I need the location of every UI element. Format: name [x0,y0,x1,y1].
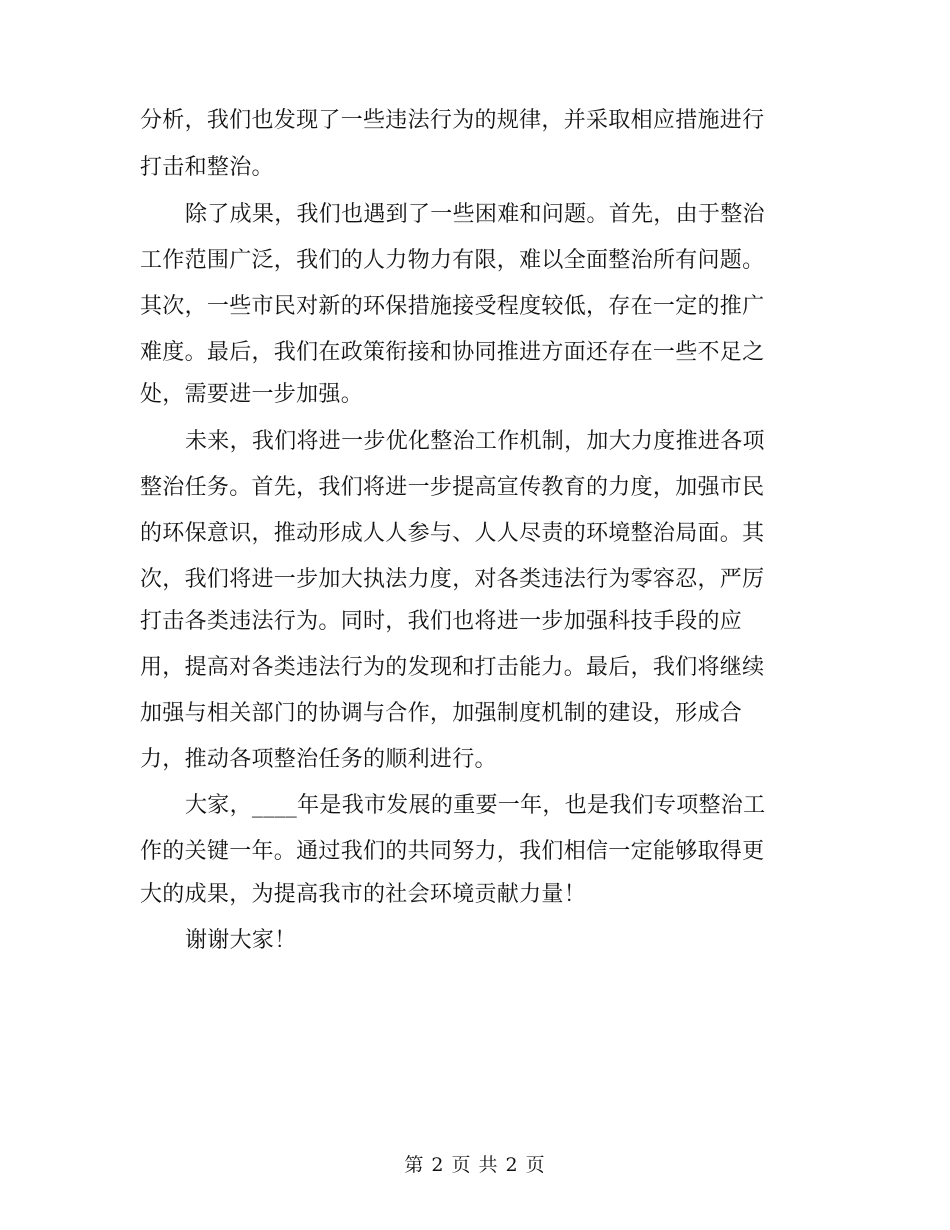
body-text-line: 其次，一些市民对新的环保措施接受程度较低，存在一定的推广 [140,294,765,319]
body-text-line: 难度。最后，我们在政策衔接和协同推进方面还存在一些不足之 [140,340,765,365]
body-text-line: 处，需要进一步加强。 [140,382,364,407]
body-text-line: 次，我们将进一步加大执法力度，对各类违法行为零容忍，严厉 [140,567,765,592]
body-text-line: 大的成果，为提高我市的社会环境贡献力量！ [140,882,587,907]
body-text-line: 分析，我们也发现了一些违法行为的规律，并采取相应措施进行 [140,108,765,133]
body-text-line: 打击和整治。 [140,155,274,180]
body-text-line: 加强与相关部门的协调与合作，加强制度机制的建设，形成合 [140,701,743,726]
body-text-line: 的环保意识，推动形成人人参与、人人尽责的环境整治局面。其 [140,521,765,546]
body-text-line: 整治任务。首先，我们将进一步提高宣传教育的力度，加强市民 [140,475,765,500]
paragraph-first-line: 未来，我们将进一步优化整治工作机制，加大力度推进各项 [185,429,765,454]
page-number-footer: 第 2 页 共 2 页 [404,1154,546,1176]
body-text-line: 作的关键一年。通过我们的共同努力，我们相信一定能够取得更 [140,839,765,864]
body-text-line: 工作范围广泛，我们的人力物力有限，难以全面整治所有问题。 [140,248,765,273]
paragraph-first-line: 大家，____年是我市发展的重要一年，也是我们专项整治工 [185,793,766,818]
closing-line: 谢谢大家！ [185,928,297,953]
body-text-line: 打击各类违法行为。同时，我们也将进一步加强科技手段的应 [140,609,743,634]
body-text-line: 用，提高对各类违法行为的发现和打击能力。最后，我们将继续 [140,655,765,680]
paragraph-first-line: 除了成果，我们也遇到了一些困难和问题。首先，由于整治 [185,202,765,227]
body-text-line: 力，推动各项整治任务的顺利进行。 [140,747,497,772]
